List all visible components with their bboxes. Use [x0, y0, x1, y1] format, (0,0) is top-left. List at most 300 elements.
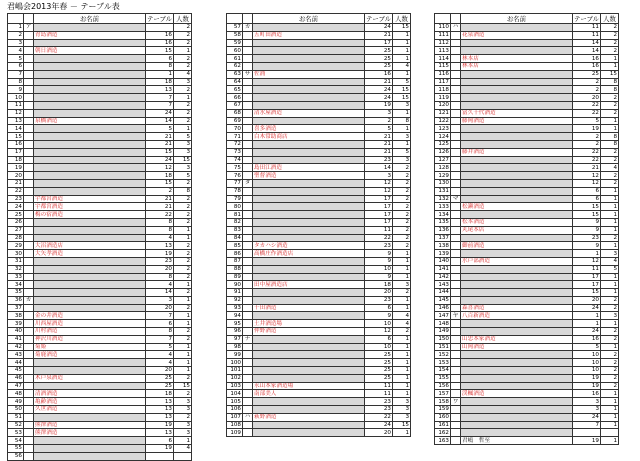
table-row: [435, 179, 619, 187]
table-row: [8, 304, 192, 312]
row-number: 162: [435, 429, 451, 437]
kana-group: [451, 320, 461, 328]
row-number: 12: [8, 109, 24, 117]
kana-group: [243, 125, 253, 133]
kana-group: [243, 390, 253, 398]
table-number: 25: [365, 55, 393, 63]
row-number: 17: [8, 148, 24, 156]
people-count: 1: [393, 140, 411, 148]
row-number: 84: [227, 234, 243, 242]
table-number: 21: [146, 195, 174, 203]
row-number: 39: [8, 320, 24, 328]
kana-group: [243, 218, 253, 226]
table-row: [435, 304, 619, 312]
redacted-name: [253, 211, 365, 219]
row-number: 13: [8, 117, 24, 125]
redacted-name: [34, 296, 146, 304]
row-number: 130: [435, 179, 451, 187]
people-count: 1: [601, 125, 619, 133]
table-number: 17: [573, 281, 601, 289]
table-row: [8, 117, 192, 125]
kana-group: [451, 250, 461, 258]
people-count: [601, 429, 619, 437]
guest-name: 林本店: [461, 62, 573, 70]
table-number: 16: [573, 390, 601, 398]
guest-name: 八百新酒造: [461, 312, 573, 320]
kana-group: [451, 101, 461, 109]
table-row: [435, 398, 619, 406]
table-number: 24: [146, 156, 174, 164]
people-count: 3: [393, 101, 411, 109]
redacted-name: [253, 351, 365, 359]
people-count: 1: [601, 218, 619, 226]
people-count: 4: [601, 257, 619, 265]
table-row: [227, 382, 411, 390]
table-number: 8: [146, 226, 174, 234]
table-row: [435, 101, 619, 109]
table-row: [8, 328, 192, 336]
redacted-name: [461, 296, 573, 304]
header-kana: [451, 14, 461, 24]
people-count: 4: [393, 62, 411, 70]
redacted-name: [461, 156, 573, 164]
guest-name: 山岡酒造: [461, 343, 573, 351]
row-number: 83: [227, 226, 243, 234]
table-row: [435, 55, 619, 63]
table-number: 22: [365, 234, 393, 242]
redacted-name: [461, 359, 573, 367]
people-count: 3: [174, 164, 192, 172]
table-number: 11: [365, 390, 393, 398]
kana-group: [243, 226, 253, 234]
people-count: 1: [601, 195, 619, 203]
kana-group: [24, 242, 34, 250]
row-number: 155: [435, 374, 451, 382]
kana-group: [24, 86, 34, 94]
redacted-name: [253, 289, 365, 297]
row-number: 25: [8, 211, 24, 219]
guest-name: 佐浦: [253, 70, 365, 78]
table-number: 13: [146, 86, 174, 94]
kana-group: [451, 47, 461, 55]
row-number: 34: [8, 281, 24, 289]
kana-group: [451, 148, 461, 156]
redacted-name: [253, 203, 365, 211]
guest-name: 泉橋酒造: [34, 117, 146, 125]
kana-group: [243, 31, 253, 39]
table-number: 5: [365, 125, 393, 133]
redacted-name: [253, 343, 365, 351]
table-number: 21: [573, 164, 601, 172]
kana-group: [451, 374, 461, 382]
people-count: 3: [393, 133, 411, 141]
row-number: 19: [8, 164, 24, 172]
people-count: 1: [174, 234, 192, 242]
kana-group: [451, 335, 461, 343]
people-count: 15: [174, 382, 192, 390]
table-row: [435, 195, 619, 203]
table-row: [227, 257, 411, 265]
people-count: 2: [601, 156, 619, 164]
row-number: 38: [8, 312, 24, 320]
table-number: 24: [573, 328, 601, 336]
kana-group: [451, 328, 461, 336]
kana-group: [24, 203, 34, 211]
table-row: [8, 367, 192, 375]
kana-group: [24, 289, 34, 297]
kana-group: [243, 172, 253, 180]
header-name: お名前: [253, 14, 365, 24]
people-count: 3: [174, 148, 192, 156]
redacted-name: [461, 39, 573, 47]
table-row: [435, 117, 619, 125]
people-count: 1: [174, 437, 192, 445]
table-number: 20: [146, 265, 174, 273]
kana-group: [24, 421, 34, 429]
people-count: 2: [393, 328, 411, 336]
table-row: [227, 133, 411, 141]
redacted-name: [34, 265, 146, 273]
kana-group: サ: [243, 70, 253, 78]
table-number: 16: [146, 39, 174, 47]
table-number: 4: [146, 359, 174, 367]
table-number: 18: [146, 78, 174, 86]
kana-group: [24, 195, 34, 203]
table-number: 1: [573, 250, 601, 258]
table-number: 25: [365, 62, 393, 70]
table-row: [8, 359, 192, 367]
people-count: 1: [601, 390, 619, 398]
row-number: 119: [435, 94, 451, 102]
people-count: 2: [174, 242, 192, 250]
table-number: 21: [365, 148, 393, 156]
people-count: 1: [601, 320, 619, 328]
guest-name: 千田酒造: [253, 304, 365, 312]
kana-group: [24, 94, 34, 102]
table-number: 10: [365, 265, 393, 273]
redacted-name: [34, 445, 146, 453]
table-number: 8: [146, 273, 174, 281]
row-number: 111: [435, 31, 451, 39]
guest-name: 丸尾本店: [461, 226, 573, 234]
row-number: 33: [8, 273, 24, 281]
kana-group: [24, 273, 34, 281]
people-count: 1: [601, 187, 619, 195]
table-row: [8, 24, 192, 32]
row-number: 161: [435, 421, 451, 429]
row-number: 53: [8, 429, 24, 437]
people-count: 1: [393, 55, 411, 63]
table-number: 23: [146, 257, 174, 265]
people-count: 2: [393, 195, 411, 203]
people-count: 1: [174, 296, 192, 304]
kana-group: [451, 172, 461, 180]
row-number: 65: [227, 86, 243, 94]
guest-name: 御前酒造: [461, 242, 573, 250]
kana-group: [24, 226, 34, 234]
row-number: 148: [435, 320, 451, 328]
people-count: 1: [601, 117, 619, 125]
people-count: 1: [601, 289, 619, 297]
table-row: [8, 78, 192, 86]
row-number: 133: [435, 203, 451, 211]
table-row: [8, 343, 192, 351]
people-count: 2: [393, 203, 411, 211]
people-count: 1: [393, 359, 411, 367]
people-count: 1: [174, 359, 192, 367]
row-number: 126: [435, 148, 451, 156]
kana-group: [243, 203, 253, 211]
people-count: 1: [174, 226, 192, 234]
table-row: [8, 164, 192, 172]
redacted-name: [253, 296, 365, 304]
kana-group: [243, 304, 253, 312]
table-number: [146, 452, 174, 460]
kana-group: [243, 78, 253, 86]
guest-name: 久世酒造: [34, 406, 146, 414]
table-row: [227, 86, 411, 94]
table-number: 12: [365, 179, 393, 187]
kana-group: [24, 164, 34, 172]
row-number: 50: [8, 406, 24, 414]
table-number: [146, 24, 174, 32]
people-count: 1: [393, 296, 411, 304]
table-row: [227, 296, 411, 304]
guest-name: 川村酒造: [34, 328, 146, 336]
kana-group: [24, 39, 34, 47]
row-number: 80: [227, 203, 243, 211]
row-number: 136: [435, 226, 451, 234]
table-row: [435, 234, 619, 242]
kana-group: [24, 211, 34, 219]
table-row: [8, 39, 192, 47]
people-count: 2: [174, 335, 192, 343]
row-number: 43: [8, 351, 24, 359]
people-count: 2: [601, 94, 619, 102]
row-number: 109: [227, 429, 243, 437]
table-number: 11: [573, 265, 601, 273]
people-count: 1: [393, 39, 411, 47]
table-number: 20: [146, 304, 174, 312]
kana-group: [24, 320, 34, 328]
kana-group: [451, 125, 461, 133]
kana-group: [451, 140, 461, 148]
table-number: 25: [365, 351, 393, 359]
table-row: [227, 335, 411, 343]
row-number: 40: [8, 328, 24, 336]
row-number: 28: [8, 234, 24, 242]
table-row: [8, 172, 192, 180]
table-row: [227, 101, 411, 109]
header-name: お名前: [461, 14, 573, 24]
redacted-name: [253, 218, 365, 226]
row-number: 146: [435, 304, 451, 312]
table-row: [435, 242, 619, 250]
table-row: [435, 320, 619, 328]
table-number: 23: [573, 234, 601, 242]
row-number: 29: [8, 242, 24, 250]
kana-group: [24, 437, 34, 445]
people-count: 2: [174, 109, 192, 117]
row-number: 153: [435, 359, 451, 367]
table-row: [435, 437, 619, 445]
guest-name: 藤井酒造: [461, 148, 573, 156]
table-number: 22: [573, 101, 601, 109]
table-row: [227, 273, 411, 281]
redacted-name: [34, 78, 146, 86]
table-row: [8, 62, 192, 70]
table-row: [435, 343, 619, 351]
kana-group: [24, 133, 34, 141]
kana-group: [24, 265, 34, 273]
people-count: 1: [393, 429, 411, 437]
table-row: [8, 47, 192, 55]
row-number: 110: [435, 24, 451, 32]
row-number: 74: [227, 156, 243, 164]
redacted-name: [253, 359, 365, 367]
table-row: [8, 445, 192, 453]
row-number: 72: [227, 140, 243, 148]
redacted-name: [34, 24, 146, 32]
people-count: 15: [174, 156, 192, 164]
table-row: [227, 148, 411, 156]
table-number: 7: [146, 335, 174, 343]
table-number: 17: [573, 273, 601, 281]
kana-group: [243, 320, 253, 328]
table-row: [8, 125, 192, 133]
kana-group: [451, 359, 461, 367]
row-number: 159: [435, 406, 451, 414]
table-row: [435, 367, 619, 375]
table-row: [435, 140, 619, 148]
header-table: テーブル: [366, 14, 391, 23]
row-number: 61: [227, 55, 243, 63]
people-count: 3: [393, 413, 411, 421]
table-number: 6: [146, 55, 174, 63]
row-number: 95: [227, 320, 243, 328]
table-number: 16: [573, 55, 601, 63]
kana-group: [451, 390, 461, 398]
table-number: 24: [573, 413, 601, 421]
row-number: 113: [435, 47, 451, 55]
kana-group: [451, 187, 461, 195]
table-row: [435, 156, 619, 164]
row-number: 49: [8, 398, 24, 406]
table-row: [8, 140, 192, 148]
people-count: 1: [393, 250, 411, 258]
table-row: [435, 281, 619, 289]
row-number: 23: [8, 195, 24, 203]
table-row: [227, 140, 411, 148]
row-number: 118: [435, 86, 451, 94]
people-count: 2: [174, 390, 192, 398]
row-number: 163: [435, 437, 451, 445]
table-number: 23: [365, 156, 393, 164]
table-row: [227, 179, 411, 187]
redacted-name: [461, 351, 573, 359]
row-number: 44: [8, 359, 24, 367]
kana-group: [243, 195, 253, 203]
table-row: [435, 390, 619, 398]
people-count: 2: [393, 187, 411, 195]
table-number: 2: [573, 133, 601, 141]
table-row: [8, 211, 192, 219]
table-number: 4: [146, 281, 174, 289]
redacted-name: [253, 406, 365, 414]
redacted-name: [461, 289, 573, 297]
row-number: 102: [227, 374, 243, 382]
people-count: 1: [393, 125, 411, 133]
row-number: 150: [435, 335, 451, 343]
table-row: [8, 351, 192, 359]
table-row: [8, 195, 192, 203]
people-count: 1: [393, 31, 411, 39]
redacted-name: [253, 257, 365, 265]
kana-group: [24, 125, 34, 133]
table-row: [435, 172, 619, 180]
kana-group: [451, 226, 461, 234]
guest-name: 宇都宮酒造: [34, 203, 146, 211]
table-number: 18: [146, 390, 174, 398]
people-count: 1: [393, 382, 411, 390]
table-number: 9: [573, 218, 601, 226]
row-number: 31: [8, 257, 24, 265]
table-number: 20: [146, 367, 174, 375]
people-count: [174, 452, 192, 460]
kana-group: [24, 452, 34, 460]
table-number: 5: [146, 343, 174, 351]
people-count: 2: [174, 62, 192, 70]
row-number: 63: [227, 70, 243, 78]
table-number: 13: [146, 429, 174, 437]
row-number: 116: [435, 70, 451, 78]
guest-name: 大矢孝酒造: [34, 250, 146, 258]
table-row: [227, 234, 411, 242]
table-row: [8, 390, 192, 398]
table-row: [435, 94, 619, 102]
people-count: 2: [174, 195, 192, 203]
table-row: [435, 70, 619, 78]
people-count: 2: [174, 250, 192, 258]
guest-name: タカハシ酒造: [253, 242, 365, 250]
row-number: 132: [435, 195, 451, 203]
kana-group: [24, 31, 34, 39]
people-count: 2: [601, 179, 619, 187]
guest-name: 林本店: [461, 55, 573, 63]
guest-name: 清酒酒造: [34, 390, 146, 398]
table-row: [435, 296, 619, 304]
redacted-name: [461, 429, 573, 437]
row-number: 59: [227, 39, 243, 47]
kana-group: [243, 429, 253, 437]
guest-name: 宇都宮酒造: [34, 195, 146, 203]
people-count: 3: [174, 140, 192, 148]
row-number: 147: [435, 312, 451, 320]
row-number: 35: [8, 289, 24, 297]
seating-table-2: [226, 13, 411, 437]
table-row: [435, 257, 619, 265]
kana-group: [24, 140, 34, 148]
table-row: [435, 31, 619, 39]
row-number: 92: [227, 296, 243, 304]
redacted-name: [253, 24, 365, 32]
redacted-name: [253, 273, 365, 281]
row-number: 143: [435, 281, 451, 289]
row-number: 97: [227, 335, 243, 343]
table-row: [227, 55, 411, 63]
redacted-name: [461, 47, 573, 55]
redacted-name: [461, 101, 573, 109]
